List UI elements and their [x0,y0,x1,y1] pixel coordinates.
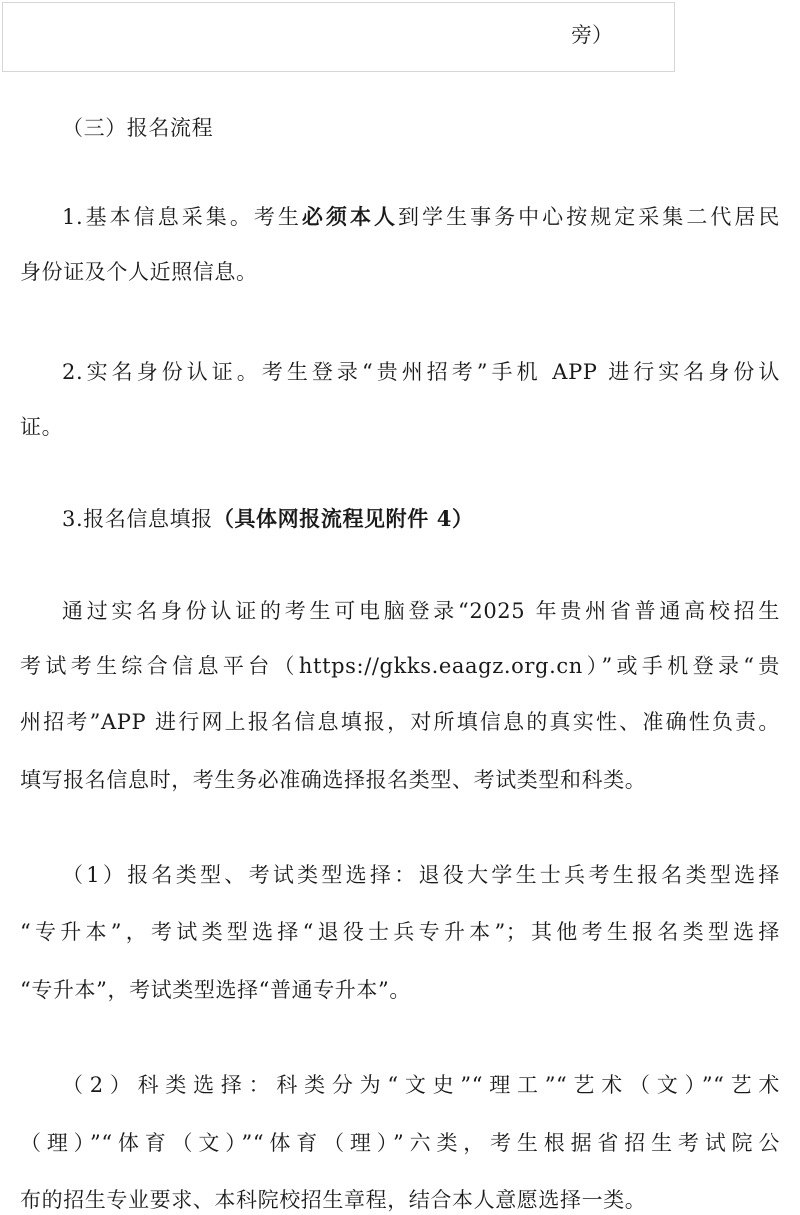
step1-line2: 身份证及个人近照信息。 [20,260,258,284]
step3-para-line4: 填写报名信息时，考生务必准确选择报名类型、考试类型和科类。 [20,768,647,792]
step3-heading-pre: 3.报名信息填报 [62,507,213,531]
step3-para-line2: 考试考生综合信息平台（https://gkks.eaagz.org.cn）”或手机登录“贵 [20,654,780,678]
item1-line2: “专升本”，考试类型选择“退役士兵专升本”；其他考生报名类型选择 [20,920,780,944]
step3-para-line3: 州招考”APP 进行网上报名信息填报，对所填信息的真实性、准确性负责。 [20,710,780,734]
section-heading: （三）报名流程 [62,116,214,140]
step1-line1-post: 到学生事务中心按规定采集二代居民 [398,205,780,229]
step3-para-line1: 通过实名身份认证的考生可电脑登录“2025 年贵州省普通高校招生 [62,599,780,623]
step1-line1 [62,203,780,231]
step3-heading [62,505,474,533]
top-table-box [2,2,675,72]
item2-line2: （理）”“体育（文）”“体育（理）”六类，考生根据省招生考试院公 [20,1131,780,1155]
step1-line1-bold: 必须本人 [301,204,399,229]
item2-line3: 布的招生专业要求、本科院校招生章程，结合本人意愿选择一类。 [20,1188,647,1212]
step3-heading-bold: （具体网报流程见附件 4） [212,506,474,531]
top-box-text: 旁） [571,23,613,47]
item1-line3: “专升本”，考试类型选择“普通专升本”。 [20,978,411,1002]
step1-line1-pre: 1.基本信息采集。考生 [62,205,302,229]
item1-line1: （1）报名类型、考试类型选择：退役大学生士兵考生报名类型选择 [62,863,780,887]
step2-line1: 2.实名身份认证。考生登录“贵州招考”手机 APP 进行实名身份认 [62,360,780,384]
item2-line1: （2）科类选择：科类分为“文史”“理工”“艺术（文）”“艺术 [62,1073,780,1097]
step2-line2: 证。 [20,415,64,439]
